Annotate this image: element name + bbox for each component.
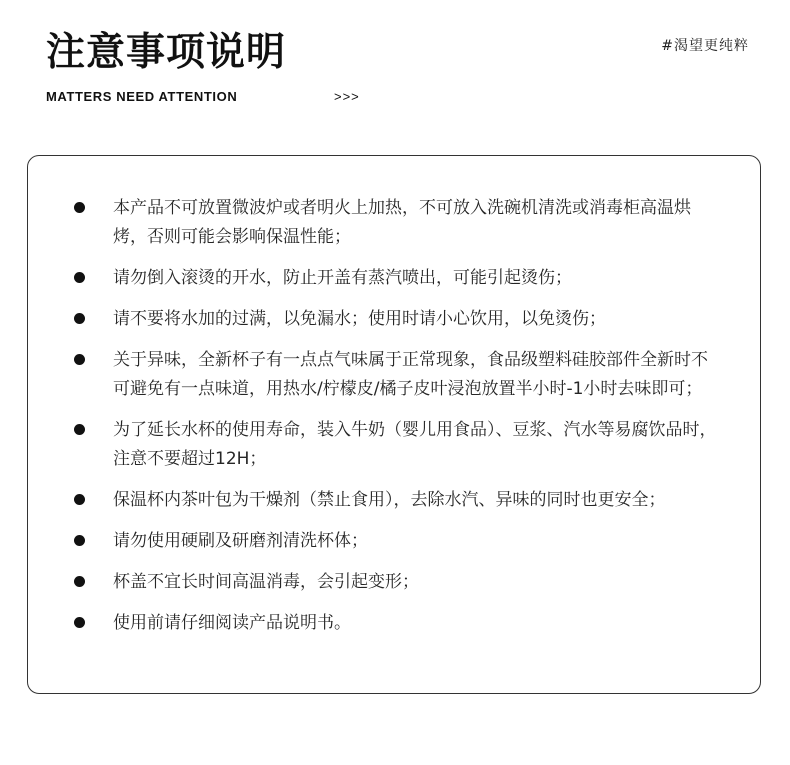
note-text: 使用前请仔细阅读产品说明书。 bbox=[113, 613, 351, 633]
bullet-icon bbox=[74, 494, 85, 505]
bullet-icon bbox=[74, 424, 85, 435]
list-item bbox=[28, 305, 760, 334]
list-item bbox=[28, 346, 760, 404]
note-text: 本产品不可放置微波炉或者明火上加热，不可放入洗碗机清洗或消毒柜高温烘烤，否则可能会影响保温性能； bbox=[113, 198, 691, 247]
note-text: 为了延长水杯的使用寿命，装入牛奶（婴儿用食品）、豆浆、汽水等易腐饮品时，注意不要超过12H； bbox=[113, 420, 717, 469]
note-text: 保温杯内茶叶包为干燥剂（禁止食用），去除水汽、异味的同时也更安全； bbox=[113, 490, 666, 510]
note-text: 杯盖不宜长时间高温消毒，会引起变形； bbox=[113, 572, 419, 592]
bullet-icon bbox=[74, 313, 85, 324]
notes-card bbox=[27, 155, 761, 694]
notes-list bbox=[28, 194, 760, 650]
list-item bbox=[28, 194, 760, 252]
bullet-icon bbox=[74, 354, 85, 365]
list-item bbox=[28, 609, 760, 638]
note-text: 请不要将水加的过满，以免漏水；使用时请小心饮用，以免烫伤； bbox=[113, 309, 606, 329]
bullet-icon bbox=[74, 202, 85, 213]
bullet-icon bbox=[74, 617, 85, 628]
list-item bbox=[28, 264, 760, 293]
hashtag-label: #渴望更纯粹 bbox=[661, 38, 749, 54]
list-item bbox=[28, 416, 760, 474]
list-item bbox=[28, 527, 760, 556]
bullet-icon bbox=[74, 535, 85, 546]
list-item bbox=[28, 486, 760, 515]
note-text: 请勿倒入滚烫的开水，防止开盖有蒸汽喷出，可能引起烫伤； bbox=[113, 268, 572, 288]
page-title: 注意事项说明 bbox=[46, 30, 287, 75]
bullet-icon bbox=[74, 272, 85, 283]
arrows-icon: >>> bbox=[334, 89, 360, 104]
note-text: 关于异味，全新杯子有一点点气味属于正常现象，食品级塑料硅胶部件全新时不可避免有一点味道，用热水/柠檬皮/橘子皮叶浸泡放置半小时-1小时去味即可； bbox=[113, 350, 708, 399]
bullet-icon bbox=[74, 576, 85, 587]
page-subtitle: MATTERS NEED ATTENTION bbox=[46, 89, 238, 104]
list-item bbox=[28, 568, 760, 597]
note-text: 请勿使用硬刷及研磨剂清洗杯体； bbox=[113, 531, 368, 551]
